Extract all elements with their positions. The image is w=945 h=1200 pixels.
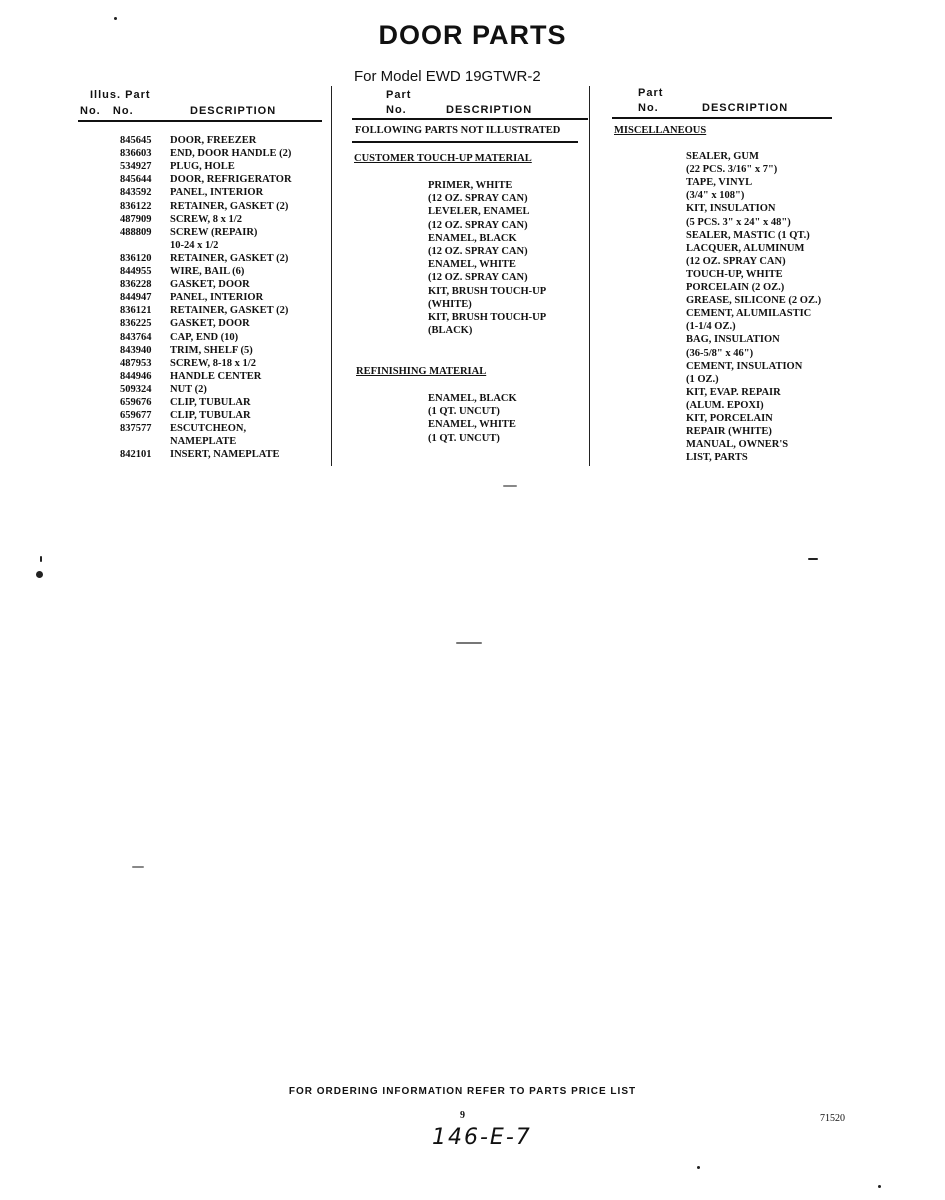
col2-header-rule (352, 118, 588, 120)
part-description: ENAMEL, WHITE (428, 259, 516, 271)
part-description: PANEL, INTERIOR (170, 187, 264, 199)
part-description: KIT, PORCELAIN (686, 413, 773, 424)
part-description: ENAMEL, BLACK (428, 393, 517, 404)
part-description: END, DOOR HANDLE (2) (170, 148, 292, 160)
part-number: 659677 (120, 410, 152, 422)
part-description: ESCUTCHEON, (170, 423, 247, 435)
part-description: PLUG, HOLE (170, 161, 235, 173)
part-description: PRIMER, WHITE (428, 180, 513, 191)
part-description: CEMENT, INSULATION (686, 360, 803, 372)
part-description: RETAINER, GASKET (2) (170, 252, 289, 264)
col3-part-header: Part (638, 87, 664, 99)
part-description: GASKET, DOOR (170, 318, 250, 330)
part-number: 843940 (120, 344, 152, 356)
part-number: 836122 (120, 200, 152, 212)
scan-speck (114, 17, 117, 20)
part-description: TAPE, VINYL (686, 177, 753, 189)
col2-note: FOLLOWING PARTS NOT ILLUSTRATED (355, 125, 561, 136)
part-description: (1 QT. UNCUT) (428, 406, 500, 418)
part-description: LACQUER, ALUMINUM (686, 242, 805, 254)
part-number: 842101 (120, 449, 152, 461)
col1-desc-header: DESCRIPTION (190, 105, 277, 117)
part-description: RETAINER, GASKET (2) (170, 305, 289, 317)
scan-speck (36, 571, 43, 578)
scan-speck (456, 642, 482, 644)
part-description: WIRE, BAIL (6) (170, 266, 245, 277)
part-number: 845644 (120, 174, 152, 186)
part-description: GASKET, DOOR (170, 279, 250, 291)
part-description: SEALER, MASTIC (1 QT.) (686, 229, 810, 241)
part-description: NUT (2) (170, 383, 207, 395)
part-description: (36-5/8" x 46") (686, 347, 754, 359)
col2-part-header: Part (386, 89, 412, 101)
part-description: ENAMEL, BLACK (428, 232, 517, 244)
part-description: CEMENT, ALUMILASTIC (686, 308, 812, 320)
part-description: SEALER, GUM (686, 151, 759, 162)
part-number: 487909 (120, 213, 152, 225)
document-code: 71520 (820, 1113, 845, 1124)
part-description: KIT, EVAP. REPAIR (686, 386, 781, 398)
part-number: 659676 (120, 397, 152, 408)
col3-misc-list (0, 150, 900, 470)
part-description: (1 OZ.) (686, 373, 719, 385)
part-description: (3/4" x 108") (686, 190, 745, 202)
part-description: DOOR, REFRIGERATOR (170, 174, 292, 186)
col3-desc-header: DESCRIPTION (702, 102, 789, 114)
part-description: (1-1/4 OZ.) (686, 321, 736, 333)
col3-header-rule (612, 117, 832, 119)
part-number: 844955 (120, 266, 152, 277)
scan-speck (503, 485, 517, 487)
part-description: KIT, BRUSH TOUCH-UP (428, 285, 547, 297)
col2-section-touchup: CUSTOMER TOUCH-UP MATERIAL (354, 153, 532, 164)
col2-desc-header: DESCRIPTION (446, 104, 533, 116)
part-number: 843764 (120, 331, 152, 343)
part-description: GREASE, SILICONE (2 OZ.) (686, 295, 822, 307)
part-description: RETAINER, GASKET (2) (170, 200, 289, 212)
part-description: CLIP, TUBULAR (170, 410, 251, 422)
part-number: 844946 (120, 370, 152, 382)
col3-section-misc: MISCELLANEOUS (614, 125, 707, 136)
part-number: 843592 (120, 187, 152, 199)
part-description: (12 OZ. SPRAY CAN) (428, 272, 528, 284)
scan-speck (132, 866, 144, 868)
part-description: (12 OZ. SPRAY CAN) (428, 246, 528, 257)
part-description: KIT, INSULATION (686, 203, 776, 215)
col1-header-rule (78, 120, 322, 122)
page-title: DOOR PARTS (378, 20, 567, 50)
part-description: CAP, END (10) (170, 331, 239, 343)
part-description: ENAMEL, WHITE (428, 419, 516, 431)
part-description: (WHITE) (428, 298, 472, 310)
col2-no-header: No. (386, 104, 407, 116)
part-description: LEVELER, ENAMEL (428, 206, 530, 218)
part-number: 488809 (120, 226, 152, 238)
part-description: (5 PCS. 3" x 24" x 48") (686, 216, 791, 228)
part-description: (ALUM. EPOXI) (686, 399, 764, 411)
part-description: (1 QT. UNCUT) (428, 432, 500, 444)
part-description: TOUCH-UP, WHITE (686, 268, 783, 280)
col1-no-header: No. No. (80, 105, 134, 117)
scan-speck (808, 558, 818, 560)
part-description: SCREW (REPAIR) (170, 226, 258, 238)
part-number: 836228 (120, 279, 152, 291)
part-description: (12 OZ. SPRAY CAN) (428, 219, 528, 231)
scan-speck (40, 556, 42, 562)
part-description: REPAIR (WHITE) (686, 426, 772, 438)
part-description: PANEL, INTERIOR (170, 292, 264, 304)
part-number: 836225 (120, 318, 152, 330)
scan-speck (878, 1185, 881, 1188)
part-description: SCREW, 8 x 1/2 (170, 213, 242, 225)
part-number: 836121 (120, 305, 152, 317)
part-description: KIT, BRUSH TOUCH-UP (428, 312, 547, 323)
part-description: HANDLE CENTER (170, 370, 262, 382)
part-number: 509324 (120, 383, 152, 395)
part-number: 534927 (120, 161, 152, 173)
part-description: SCREW, 8-18 x 1/2 (170, 357, 256, 369)
part-number: 836120 (120, 252, 152, 264)
part-number: 844947 (120, 292, 152, 304)
part-number: 487953 (120, 357, 152, 369)
part-description: MANUAL, OWNER'S (686, 439, 789, 451)
col2-note-rule (352, 141, 578, 143)
part-number: 837577 (120, 423, 152, 435)
part-description: BAG, INSULATION (686, 334, 780, 346)
part-description: DOOR, FREEZER (170, 135, 257, 146)
handwritten-note: 146-E-7 (432, 1125, 532, 1150)
page-number: 9 (460, 1110, 465, 1121)
col1-illus-header: Illus. Part (90, 89, 151, 101)
part-description: 10-24 x 1/2 (170, 239, 219, 251)
part-description: (12 OZ. SPRAY CAN) (428, 193, 528, 205)
part-description: (BLACK) (428, 325, 473, 337)
part-description: PORCELAIN (2 OZ.) (686, 282, 785, 293)
part-number: 845645 (120, 135, 152, 146)
part-number: 836603 (120, 148, 152, 160)
ordering-footer: FOR ORDERING INFORMATION REFER TO PARTS PRICE LIST (288, 1086, 637, 1097)
part-description: CLIP, TUBULAR (170, 397, 251, 408)
part-description: INSERT, NAMEPLATE (170, 449, 280, 461)
part-description: NAMEPLATE (170, 436, 237, 448)
scan-speck (697, 1166, 700, 1169)
model-subtitle: For Model EWD 19GTWR-2 (354, 68, 541, 85)
part-description: (22 PCS. 3/16" x 7") (686, 164, 778, 176)
part-description: TRIM, SHELF (5) (170, 344, 253, 356)
part-description: (12 OZ. SPRAY CAN) (686, 255, 786, 267)
col2-section-refinishing: REFINISHING MATERIAL (356, 366, 487, 377)
col3-no-header: No. (638, 102, 659, 114)
part-description: LIST, PARTS (686, 452, 748, 464)
